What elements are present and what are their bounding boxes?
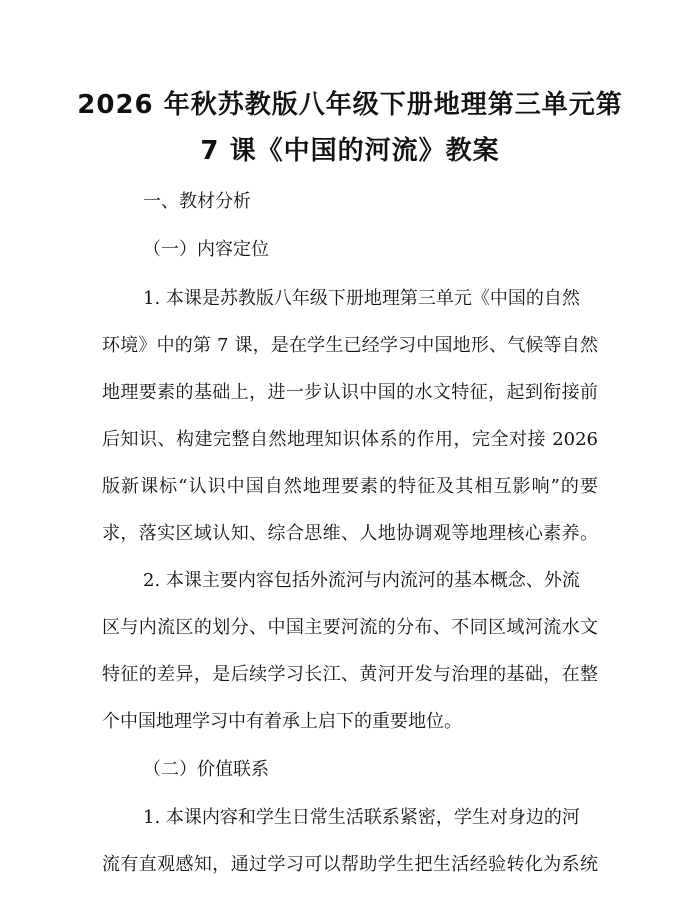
document-title-line-2: 7 课《中国的河流》教案 xyxy=(200,136,500,166)
paragraph-1-line-4: 后知识、构建完整自然地理知识体系的作用，完全对接 2026 xyxy=(102,429,598,450)
paragraph-1-line-2: 环境》中的第 7 课，是在学生已经学习中国地形、气候等自然 xyxy=(102,335,598,356)
document-title-line-1: 2026 年秋苏教版八年级下册地理第三单元第 xyxy=(77,90,623,120)
paragraph-2-line-3: 特征的差异，是后续学习长江、黄河开发与治理的基础，在整 xyxy=(102,664,598,685)
paragraph-3-line-2: 流有直观感知，通过学习可以帮助学生把生活经验转化为系统 xyxy=(102,854,598,875)
subsection-heading-value-connection: （二）价值联系 xyxy=(143,759,269,780)
section-heading-textbook-analysis: 一、教材分析 xyxy=(143,191,251,212)
paragraph-1-line-5: 版新课标“认识中国自然地理要素的特征及其相互影响”的要 xyxy=(102,476,598,497)
paragraph-1-line-6: 求，落实区域认知、综合思维、人地协调观等地理核心素养。 xyxy=(102,523,598,544)
paragraph-3-line-1: 1. 本课内容和学生日常生活联系紧密，学生对身边的河 xyxy=(143,807,580,828)
paragraph-2-line-1: 2. 本课主要内容包括外流河与内流河的基本概念、外流 xyxy=(143,570,580,591)
paragraph-2-line-4: 个中国地理学习中有着承上启下的重要地位。 xyxy=(102,711,462,732)
paragraph-2-line-2: 区与内流区的划分、中国主要河流的分布、不同区域河流水文 xyxy=(102,617,598,638)
subsection-heading-content-positioning: （一）内容定位 xyxy=(143,239,269,260)
paragraph-1-line-1: 1. 本课是苏教版八年级下册地理第三单元《中国的自然 xyxy=(143,288,580,309)
paragraph-1-line-3: 地理要素的基础上，进一步认识中国的水文特征，起到衔接前 xyxy=(102,382,598,403)
